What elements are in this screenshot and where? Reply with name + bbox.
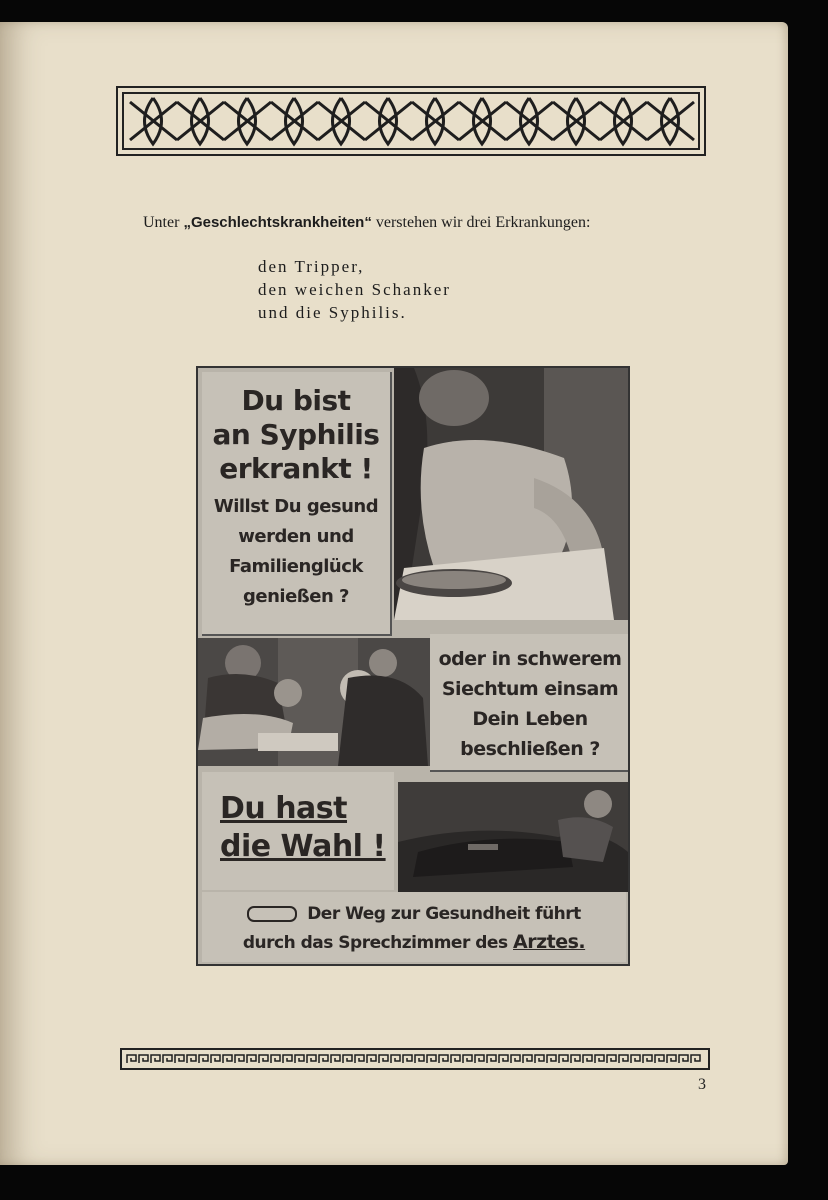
headline-line: erkrankt !	[219, 452, 373, 485]
footer-line-1-text: Der Weg zur Gesundheit führt	[307, 904, 581, 924]
bottom-ornamental-rule	[120, 1048, 710, 1070]
poster-choice-panel	[202, 772, 394, 890]
sick-man-photo	[394, 368, 630, 620]
top-ornamental-border	[116, 86, 706, 156]
poster-headline-panel	[202, 372, 392, 636]
disease-item: den weichen Schanker	[258, 280, 451, 299]
question-line: Familienglück	[229, 556, 363, 577]
headline-line: Du bist	[241, 384, 351, 417]
poster-alternative-panel	[430, 634, 630, 772]
question-line: genießen ?	[243, 586, 349, 607]
headline-line: an Syphilis	[212, 418, 380, 451]
dying-man-photo	[398, 782, 628, 892]
alternative-line: Siechtum einsam	[441, 678, 619, 700]
intro-sentence	[143, 214, 590, 232]
intro-suffix: verstehen wir drei Erkrankungen:	[371, 214, 591, 231]
poster-question	[202, 492, 390, 612]
intro-term: „Geschlechtskrankheiten“	[183, 214, 372, 231]
poster-footer-text	[202, 900, 626, 957]
alternative-line: Dein Leben	[472, 708, 588, 730]
question-line: werden und	[238, 526, 354, 547]
alternative-line: oder in schwerem	[438, 648, 622, 670]
celtic-knot-ornament	[122, 92, 700, 150]
poster-choice	[220, 790, 394, 866]
disease-item: den Tripper,	[258, 257, 365, 276]
disease-item: und die Syphilis.	[258, 303, 407, 322]
poster-headline	[202, 384, 390, 486]
intro-prefix: Unter	[143, 214, 184, 231]
poster-footer	[202, 892, 626, 962]
footer-line-2	[202, 928, 626, 957]
poster-alternative	[430, 644, 630, 764]
footer-line-2-emph: Arztes.	[513, 931, 586, 953]
choice-line: die Wahl !	[220, 829, 386, 864]
footer-line-2-prefix: durch das Sprechzimmer des	[242, 933, 513, 953]
health-poster	[196, 366, 630, 966]
pointing-hand-icon	[247, 906, 297, 922]
family-photo	[198, 638, 430, 766]
page-number: 3	[698, 1076, 706, 1093]
question-line: Willst Du gesund	[213, 496, 379, 517]
footer-line-1	[202, 900, 626, 928]
alternative-line: beschließen ?	[460, 738, 600, 760]
disease-list	[258, 255, 451, 324]
meander-ornament	[125, 1053, 705, 1065]
choice-line: Du hast	[220, 791, 348, 826]
